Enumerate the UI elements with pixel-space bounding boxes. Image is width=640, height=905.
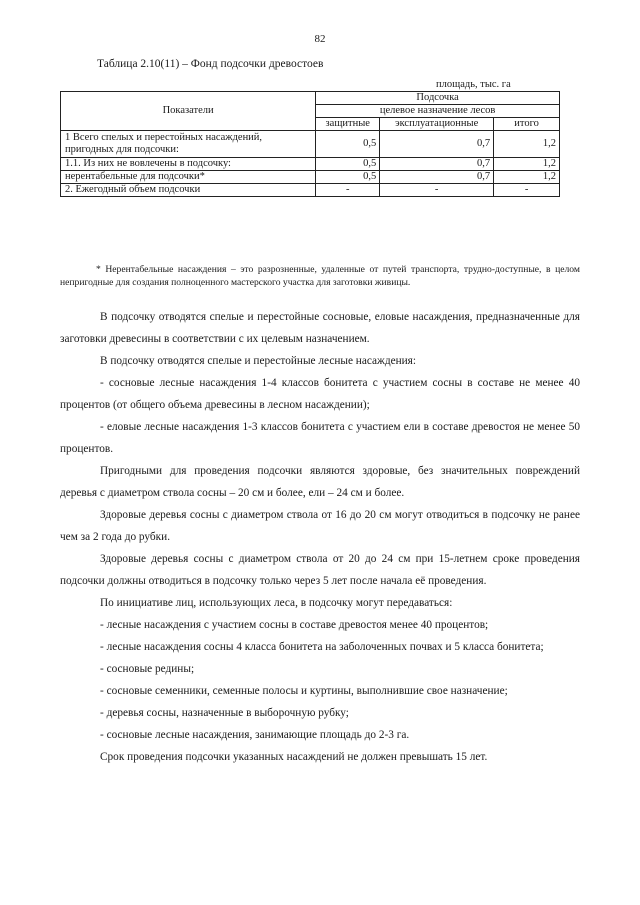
paragraph: Срок проведения подсочки указанных насаждений не должен превышать 15 лет. bbox=[100, 751, 488, 763]
row-value: 0,7 bbox=[380, 171, 494, 184]
table-row bbox=[61, 184, 560, 197]
table-row bbox=[61, 171, 560, 184]
paragraph: В подсочку отводятся спелые и перестойные сосновые, еловые насаждения, предназначенные для заготовки древесины в соответствии с их целевым назначением. bbox=[60, 311, 580, 345]
paragraph: Пригодными для проведения подсочки являются здоровые, без значительных повреждений деревья с диаметром ствола сосны – 20 см и более, ели – 24 см и более. bbox=[60, 465, 580, 499]
row-label: нерентабельные для подсочки* bbox=[61, 171, 316, 184]
row-label: 1.1. Из них не вовлечены в подсочку: bbox=[61, 158, 316, 171]
row-value: 0,5 bbox=[316, 171, 380, 184]
row-value: 0,5 bbox=[316, 158, 380, 171]
paragraph: Здоровые деревья сосны с диаметром ствола от 16 до 20 см могут отводиться в подсочку не ранее чем за 2 года до рубки. bbox=[60, 509, 580, 543]
paragraph: По инициативе лиц, использующих леса, в подсочку могут передаваться: bbox=[100, 597, 453, 609]
table-header-row bbox=[61, 92, 560, 105]
paragraph: - сосновые лесные насаждения 1-4 классов бонитета с участием сосны в составе не менее 40 процентов (от общего объема древесины в лесном насаждении); bbox=[60, 377, 580, 411]
paragraph: - лесные насаждения сосны 4 класса бонитета на заболоченных почвах и 5 класса бонитета; bbox=[100, 641, 544, 653]
paragraph: - лесные насаждения с участием сосны в составе древостоя менее 40 процентов; bbox=[100, 619, 489, 631]
table-unit: площадь, тыс. га bbox=[436, 79, 511, 90]
paragraph: Здоровые деревья сосны с диаметром ствола от 20 до 24 см при 15-летнем сроке проведения подсочки должны отводиться в подсочку только через 5 лет после начала её проведения. bbox=[60, 553, 580, 587]
row-value: 0,5 bbox=[316, 131, 380, 158]
header-group: Подсочка bbox=[316, 92, 560, 105]
row-value: - bbox=[316, 184, 380, 197]
paragraph: - деревья сосны, назначенные в выборочную рубку; bbox=[100, 707, 349, 719]
table-row bbox=[61, 158, 560, 171]
row-label: 2. Ежегодный объем подсочки bbox=[61, 184, 316, 197]
header-subgroup: целевое назначение лесов bbox=[316, 105, 560, 118]
paragraph: - еловые лесные насаждения 1-3 классов бонитета с участием ели в составе древостоя не менее 50 процентов. bbox=[60, 421, 580, 455]
header-indicators: Показатели bbox=[61, 92, 316, 131]
row-value: 0,7 bbox=[380, 158, 494, 171]
row-label: 1 Всего спелых и перестойных насаждений, пригодных для подсочки: bbox=[61, 131, 316, 158]
paragraph: В подсочку отводятся спелые и перестойные лесные насаждения: bbox=[100, 355, 417, 367]
page-number: 82 bbox=[314, 33, 326, 45]
paragraph: - сосновые редины; bbox=[100, 663, 195, 675]
tapping-fund-table bbox=[60, 91, 560, 197]
body-text bbox=[60, 306, 580, 768]
table-row bbox=[61, 131, 560, 158]
row-value: 1,2 bbox=[494, 158, 560, 171]
row-value: - bbox=[380, 184, 494, 197]
paragraph: - сосновые семенники, семенные полосы и куртины, выполнившие свое назначение; bbox=[100, 685, 508, 697]
row-value: - bbox=[494, 184, 560, 197]
row-value: 1,2 bbox=[494, 131, 560, 158]
row-value: 1,2 bbox=[494, 171, 560, 184]
header-col-protective: защитные bbox=[316, 118, 380, 131]
row-value: 0,7 bbox=[380, 131, 494, 158]
header-col-total: итого bbox=[494, 118, 560, 131]
table-footnote: * Нерентабельные насаждения – это разрозненные, удаленные от путей транспорта, трудно-доступные, в целом непригодные для создания полноценного мастерского участка для заготовки живицы. bbox=[60, 264, 580, 288]
table-caption: Таблица 2.10(11) – Фонд подсочки древостоев bbox=[97, 58, 324, 70]
header-col-exploitation: эксплуатационные bbox=[380, 118, 494, 131]
paragraph: - сосновые лесные насаждения, занимающие площадь до 2-3 га. bbox=[100, 729, 410, 741]
